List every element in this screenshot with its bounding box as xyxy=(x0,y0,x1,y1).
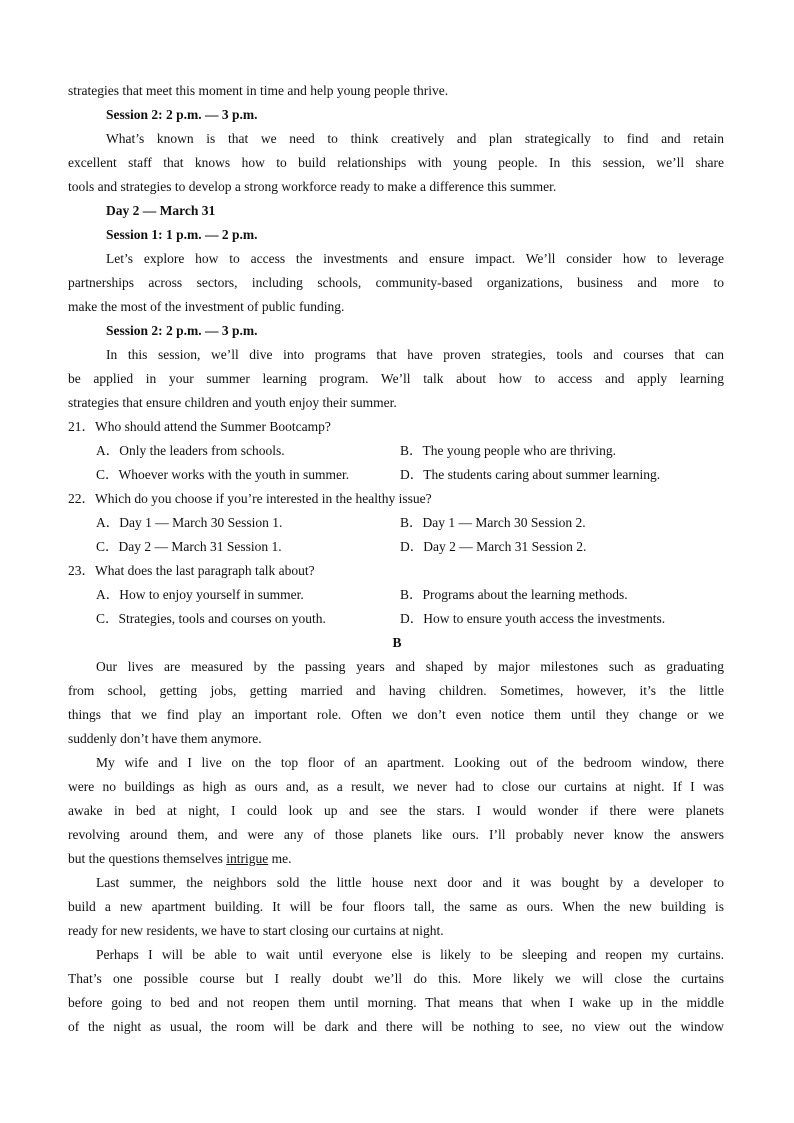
passage-a-line: Let’s explore how to access the investments and ensure impact. We’ll consider how to leverage xyxy=(106,251,724,266)
passage-a-line: excellent staff that knows how to build relationships with young people. In this session, we’ll share xyxy=(68,155,724,170)
option-c: C．Whoever works with the youth in summer. xyxy=(96,467,350,482)
passage-a-line: strategies that meet this moment in time and help young people thrive. xyxy=(68,83,449,98)
option-d: D．The students caring about summer learning. xyxy=(400,467,661,482)
passage-b-line: were no buildings as high as ours and, as a result, we never had to close our curtains at night. If I was xyxy=(68,779,724,794)
passage-b-line: before going to bed and not reopen them until morning. That means that when I wake up in the middle xyxy=(68,995,724,1010)
option-d: D．How to ensure youth access the investments. xyxy=(400,611,666,626)
passage-a-line: strategies that ensure children and youth enjoy their summer. xyxy=(68,395,397,410)
passage-a-line: tools and strategies to develop a strong workforce ready to make a difference this summer. xyxy=(68,179,557,194)
session-heading: Session 2: 2 p.m. — 3 p.m. xyxy=(106,323,258,338)
passage-b-line: My wife and I live on the top floor of an apartment. Looking out of the bedroom window, there xyxy=(96,755,724,770)
option-c: C．Day 2 — March 31 Session 1. xyxy=(96,539,282,554)
passage-a-line: In this session, we’ll dive into programs that have proven strategies, tools and courses that can xyxy=(106,347,724,362)
passage-b-line: revolving around them, and were any of those planets like ours. I’ll probably never know the answers xyxy=(68,827,724,842)
option-b: B．Programs about the learning methods. xyxy=(400,587,628,602)
question-stem: 21．Who should attend the Summer Bootcamp? xyxy=(68,419,331,434)
day-heading: Day 2 — March 31 xyxy=(106,203,216,218)
passage-b-line: ready for new residents, we have to start closing our curtains at night. xyxy=(68,923,444,938)
passage-b-line: That’s one possible course but I really doubt we’ll do this. More likely we will close the curtains xyxy=(68,971,724,986)
passage-b-line: suddenly don’t have them anymore. xyxy=(68,731,262,746)
underlined-word: intrigue xyxy=(226,851,269,866)
passage-b-line: of the night as usual, the room will be dark and there will be nothing to see, no view out the window xyxy=(68,1019,724,1034)
passage-a-line: partnerships across sectors, including schools, community-based organizations, business and more to xyxy=(68,275,724,290)
passage-a-line: make the most of the investment of public funding. xyxy=(68,299,345,314)
passage-text: but the questions themselves xyxy=(68,851,227,866)
option-c: C．Strategies, tools and courses on youth. xyxy=(96,611,326,626)
passage-b-line xyxy=(68,850,291,868)
question-stem: 23．What does the last paragraph talk about? xyxy=(68,563,315,578)
session-heading: Session 2: 2 p.m. — 3 p.m. xyxy=(106,107,258,122)
passage-b-line: build a new apartment building. It will be four floors tall, the same as ours. When the new building is xyxy=(68,899,724,914)
passage-b-line: things that we find play an important role. Often we don’t even notice them until they change or we xyxy=(68,707,724,722)
option-a: A．How to enjoy yourself in summer. xyxy=(96,587,304,602)
section-b-heading: B xyxy=(392,635,402,650)
passage-b-line: Our lives are measured by the passing years and shaped by major milestones such as graduating xyxy=(96,659,724,674)
option-b: B．Day 1 — March 30 Session 2. xyxy=(400,515,586,530)
passage-b-line: Last summer, the neighbors sold the little house next door and it was bought by a developer to xyxy=(96,875,724,890)
option-d: D．Day 2 — March 31 Session 2. xyxy=(400,539,587,554)
passage-a-line: be applied in your summer learning program. We’ll talk about how to access and apply learning xyxy=(68,371,724,386)
session-heading: Session 1: 1 p.m. — 2 p.m. xyxy=(106,227,258,242)
passage-b-line: Perhaps I will be able to wait until everyone else is likely to be sleeping and reopen my curtains. xyxy=(96,947,724,962)
option-a: A．Day 1 — March 30 Session 1. xyxy=(96,515,283,530)
passage-text: me. xyxy=(268,851,292,866)
question-stem: 22．Which do you choose if you’re interested in the healthy issue? xyxy=(68,491,432,506)
passage-b-line: awake in bed at night, I could look up and see the stars. I would wonder if there were planets xyxy=(68,803,724,818)
passage-a-line: What’s known is that we need to think creatively and plan strategically to find and retain xyxy=(106,131,724,146)
option-b: B．The young people who are thriving. xyxy=(400,443,616,458)
option-a: A．Only the leaders from schools. xyxy=(96,443,285,458)
passage-b-line: from school, getting jobs, getting married and having children. Sometimes, however, it’s the little xyxy=(68,683,724,698)
